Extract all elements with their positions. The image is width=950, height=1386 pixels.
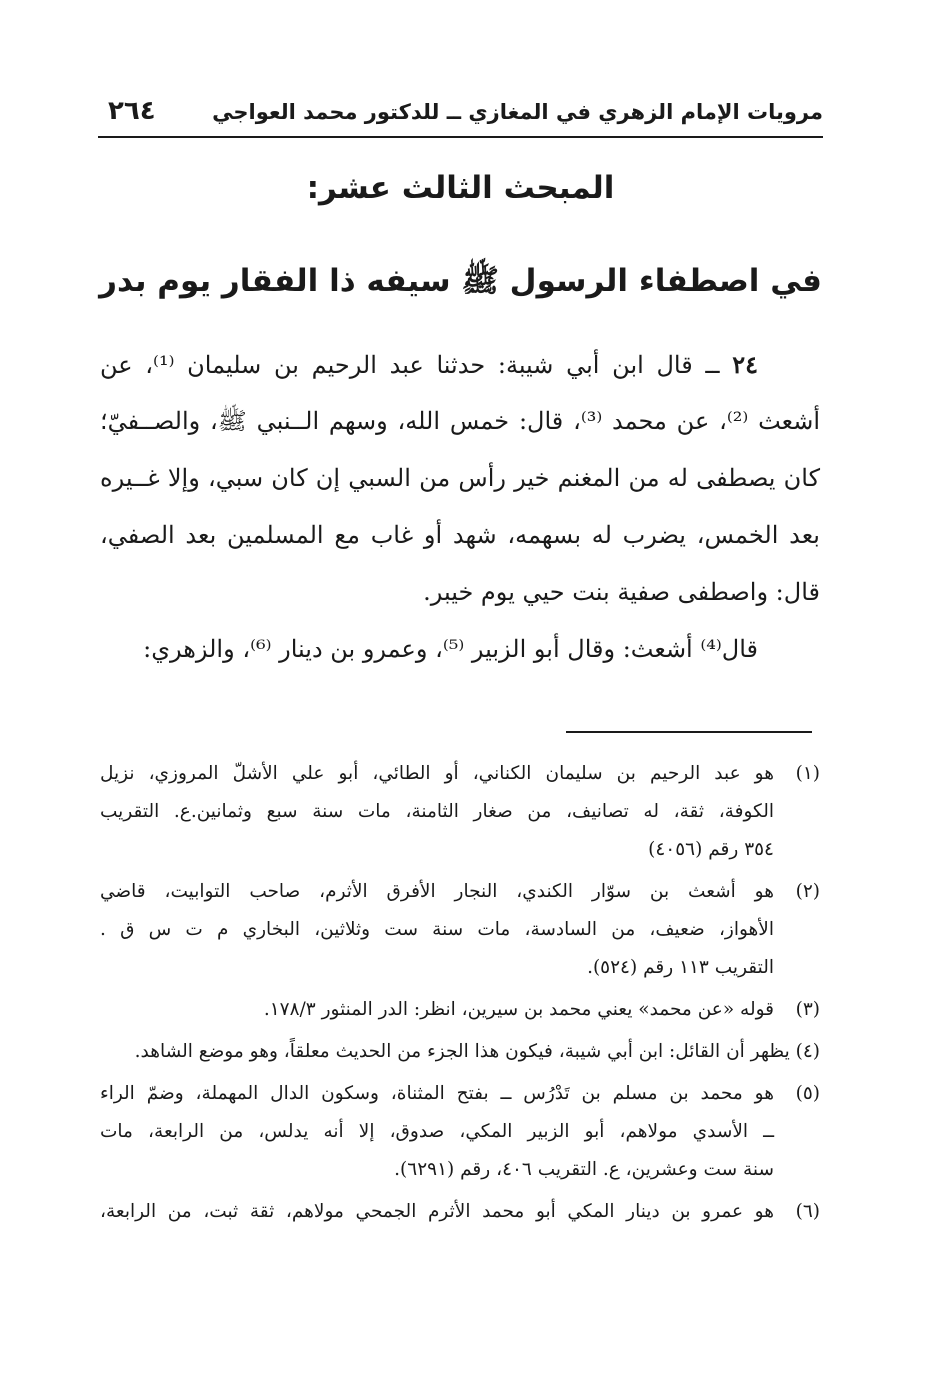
footnote-number: (٣) xyxy=(795,999,820,1020)
footnote-line: الكوفة، ثقة، له تصانيف، من صغار الثامنة، مات سنة سبع وثمانين.ع. التقريب xyxy=(100,801,774,822)
footnote xyxy=(100,1033,820,1071)
hadith-number: ٢٤ xyxy=(732,350,758,379)
body-line-text: ــ قال ابن أبي شيبة: حدثنا عبد الرحيم بن سليمان ⁽¹⁾، عن xyxy=(100,351,720,379)
footnote xyxy=(100,873,820,987)
footnote xyxy=(100,991,820,1029)
running-header-title: مرويات الإمام الزهري في المغازي ــ للدكتور محمد العواجي xyxy=(212,100,823,124)
footnote-line: هو عمرو بن دينار المكي أبو محمد الأثرم الجمحي مولاهم، ثقة ثبت، من الرابعة، xyxy=(100,1201,774,1222)
footnote-line: (٤) يظهر أن القائل: ابن أبي شيبة، فيكون هذا الجزء من الحديث معلقاً، وهو موضع الشاهد. xyxy=(134,1041,820,1062)
body-line: كان يصطفى له من المغنم خير رأس من السبي إن كان سبي، وإلا غــيره xyxy=(100,464,821,492)
body-text xyxy=(100,336,820,678)
footnote-line: هو أشعث بن سوّار الكندي، النجار الأفرق الأثرم، صاحب التوابيت، قاضي xyxy=(100,881,774,902)
footnote xyxy=(100,1193,820,1231)
footnote-line: التقريب ١١٣ رقم (٥٢٤). xyxy=(587,957,774,978)
footnote-number: (٦) xyxy=(795,1201,820,1222)
footnote-line: الأهواز، ضعيف، من السادسة، مات سنة ست وثلاثين، البخاري م ت س ق . xyxy=(100,919,774,940)
body-line xyxy=(100,336,820,393)
footnote-line: ٣٥٤ رقم (٤٠٥٦) xyxy=(648,839,774,860)
footnote-number: (١) xyxy=(795,763,820,784)
footnote-number: (٢) xyxy=(795,881,820,902)
page-number: ٢٦٤ xyxy=(108,96,156,126)
body-line: أشعث ⁽²⁾، عن محمد ⁽³⁾، قال: خمس الله، وسهم الــنبي ﷺ، والصــفيّ؛ xyxy=(100,407,820,435)
footnote xyxy=(100,755,820,869)
footnote-line: ــ الأسدي مولاهم، أبو الزبير المكي، صدوق، إلا أنه يدلس، من الرابعة، مات xyxy=(100,1121,774,1142)
footnote-line: سنة ست وعشرين، ع. التقريب ٤٠٦، رقم (٦٢٩١). xyxy=(394,1159,774,1180)
footnote-line: هو عبد الرحيم بن سليمان الكناني، أو الطائي، أبو علي الأشلّ المروزي، نزيل xyxy=(100,763,774,784)
header-rule xyxy=(98,136,823,138)
footnote-line: قوله «عن محمد» يعني محمد بن سيرين، انظر: الدر المنثور ١٧٨/٣. xyxy=(263,999,774,1020)
footnote xyxy=(100,1075,820,1189)
footnote-separator xyxy=(566,731,812,733)
body-line: قال⁽⁴⁾ أشعث: وقال أبو الزبير ⁽⁵⁾، وعمرو بن دينار ⁽⁶⁾، والزهري: xyxy=(143,635,758,663)
chapter-heading: في اصطفاء الرسول ﷺ سيفه ذا الفقار يوم بدر xyxy=(99,263,822,299)
section-title: المبحث الثالث عشر: xyxy=(306,170,615,206)
footnote-line: هو محمد بن مسلم بن تَدْرُس ــ بفتح المثناة، وسكون الدال المهملة، وضمّ الراء xyxy=(100,1083,774,1104)
body-line: قال: واصطفى صفية بنت حيي يوم خيبر. xyxy=(423,578,820,606)
footnotes xyxy=(100,755,820,1235)
body-line: بعد الخمس، يضرب له بسهمه، شهد أو غاب مع المسلمين بعد الصفي، xyxy=(100,521,820,549)
footnote-number: (٥) xyxy=(795,1083,820,1104)
running-header xyxy=(98,96,823,136)
